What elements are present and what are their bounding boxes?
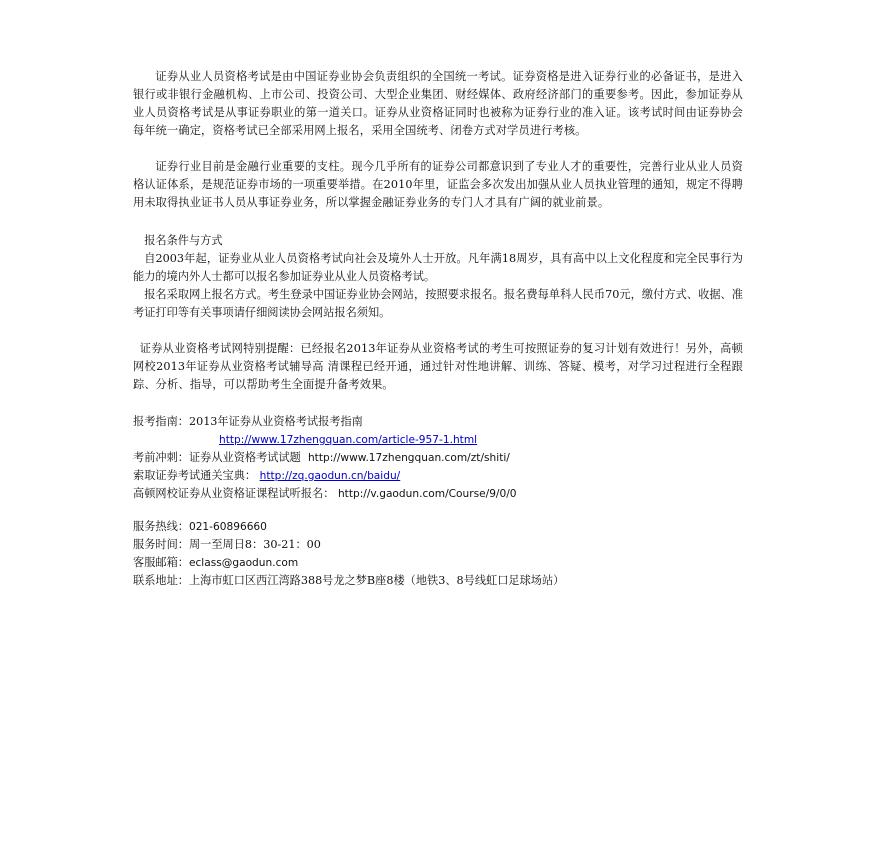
guide-link[interactable]: http://www.17zhengquan.com/article-957-1.html — [219, 434, 478, 446]
trial-label: 高顿网校证券从业资格证课程试听报名： — [133, 487, 335, 500]
guide-label: 报考指南： — [133, 415, 189, 428]
reminder-paragraph: 证券从业资格考试网特别提醒：已经报名2013年证券从业资格考试的考生可按照证券的复习计划有效进行！另外，高顿网校2013年证券从业资格考试辅导高 清课程已经开通，通过针对性地讲解、训练、答疑、模考，对学习过程进行全程跟踪、分析、指导，可以帮助考生全面提升备考效果。 — [133, 342, 743, 391]
hotline-row — [133, 518, 743, 536]
registration-conditions: 自2003年起，证券业从业人员资格考试向社会及境外人士开放。凡年满18周岁，具有高中以上文化程度和完全民事行为能力的境内外人士都可以报名参加证券业从业人员资格考试。 — [133, 252, 743, 283]
registration-section — [133, 232, 743, 322]
registration-title: 报名条件与方式 — [144, 234, 223, 247]
hours-value: 周一至周日8：30-21：00 — [188, 538, 321, 551]
email-row — [133, 554, 743, 572]
hours-label: 服务时间： — [133, 538, 189, 551]
guide-url-row — [133, 431, 743, 449]
registration-method: 报名采取网上报名方式。考生登录中国证券业协会网站，按照要求报名。报名费每单科人民币70元，缴付方式、收据、准考证打印等有关事项请仔细阅读协会网站报名须知。 — [133, 288, 743, 319]
guide-text: 2013年证券从业资格考试报考指南 — [188, 415, 363, 428]
address-row — [133, 572, 743, 590]
email-label: 客服邮箱： — [133, 556, 189, 569]
sprint-url[interactable]: http://www.17zhengquan.com/zt/shiti/ — [307, 452, 510, 464]
guide-row — [133, 413, 743, 431]
manual-link[interactable]: http://zq.gaodun.cn/baidu/ — [259, 470, 401, 482]
contact-section — [133, 518, 743, 590]
address-label: 联系地址： — [133, 574, 189, 587]
address-value: 上海市虹口区西江湾路388号龙之梦B座8楼（地铁3、8号线虹口足球场站） — [188, 574, 565, 587]
manual-label: 索取证券考试通关宝典： — [133, 469, 257, 482]
intro-paragraph-2: 证券行业目前是金融行业重要的支柱。现今几乎所有的证券公司都意识到了专业人才的重要性，完善行业从业人员资格认证体系，是规范证券市场的一项重要举措。在2010年里，证监会多次发出加强从业人员执业管理的通知，规定不得聘用未取得执业证书人员从事证券业务，所以掌握金融证券业务的专门人才具有广阔的就业前景。 — [133, 160, 743, 209]
document-body — [133, 68, 743, 590]
intro-paragraph-1: 证券从业人员资格考试是由中国证券业协会负责组织的全国统一考试。证券资格是进入证券行业的必备证书，是进入银行或非银行金融机构、上市公司、投资公司、大型企业集团、财经媒体、政府经济部门的重要参考。因此，参加证券从业人员资格考试是从事证券职业的第一道关口。证券从业资格证同时也被称为证券行业的准入证。该考试时间由证券协会每年统一确定，资格考试已全部采用网上报名，采用全国统考、闭卷方式对学员进行考核。 — [133, 70, 743, 137]
manual-row — [133, 467, 743, 485]
hotline-label: 服务热线： — [133, 520, 189, 533]
links-section — [133, 413, 743, 503]
trial-url[interactable]: http://v.gaodun.com/Course/9/0/0 — [337, 488, 517, 500]
hotline-value: 021-60896660 — [188, 521, 267, 533]
email-value: eclass@gaodun.com — [188, 557, 299, 569]
sprint-text: 证券从业资格考试试题 — [188, 451, 301, 464]
hours-row — [133, 536, 743, 554]
trial-row — [133, 485, 743, 503]
sprint-label: 考前冲刺： — [133, 451, 189, 464]
sprint-row — [133, 449, 743, 467]
